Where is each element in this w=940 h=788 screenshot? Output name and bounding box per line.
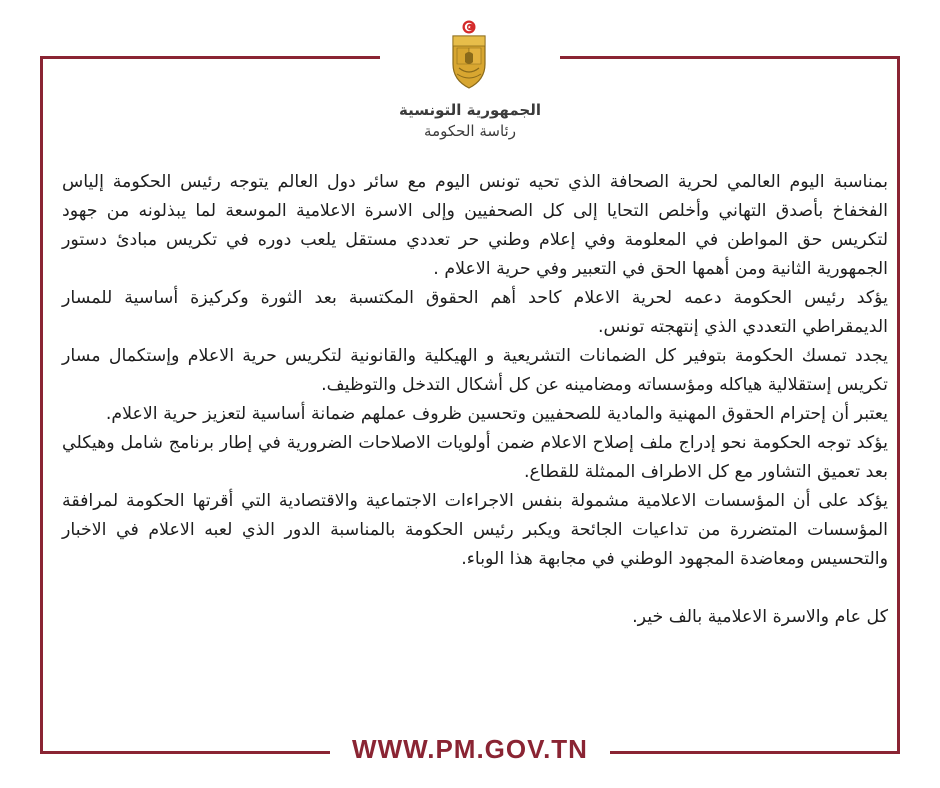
website-url: WWW.PM.GOV.TN <box>352 734 588 764</box>
header-block <box>360 100 580 142</box>
frame-bottom-right <box>610 751 900 754</box>
frame-left <box>40 56 43 754</box>
coat-of-arms-icon <box>443 18 495 96</box>
country-name: الجمهورية التونسية <box>399 101 541 119</box>
paragraph-1: بمناسبة اليوم العالمي لحرية الصحافة الذي تحيه تونس اليوم مع سائر دول العالم يتوجه رئيس الحكومة إلياس الفخفاخ بأصدق التهاني وأخلص التحايا إلى كل الصحفيين وإلى الاسرة الاعلامية الموسعة لما يبذلونه من جهود لتكريس حق المواطن في المعلومة وفي إعلام وطني حر تعددي مستقل يلعب دوره في تكريس مبادئ دستور الجمهورية الثانية ومن أهمها الحق في التعبير وفي حرية الاعلام . <box>62 172 888 279</box>
paragraph-5: يؤكد توجه الحكومة نحو إدراج ملف إصلاح الاعلام ضمن أولويات الاصلاحات الضرورية في إطار برنامج شامل وهيكلي بعد تعميق التشاور مع كل الاطراف الممثلة للقطاع. <box>62 433 888 482</box>
paragraph-6: يؤكد على أن المؤسسات الاعلامية مشمولة بنفس الاجراءات الاجتماعية والاقتصادية التي أقرتها الحكومة لمرافقة المؤسسات المتضررة من تداعيات الجائحة ويكبر رئيس الحكومة بالمناسبة الدور الذي لعبه الاعلام في الاخبار والتحسيس ومعاضدة المجهود الوطني في مجابهة هذا الوباء. <box>62 491 888 569</box>
paragraph-2: يؤكد رئيس الحكومة دعمه لحرية الاعلام كاحد أهم الحقوق المكتسبة بعد الثورة وكركيزة أساسية للمسار الديمقراطي التعددي الذي إنتهجته تونس. <box>62 288 888 337</box>
frame-bottom-left <box>40 751 330 754</box>
statement-body <box>62 168 888 632</box>
frame-top-left <box>40 56 380 59</box>
frame-top-right <box>560 56 900 59</box>
paragraph-3: يجدد تمسك الحكومة بتوفير كل الضمانات التشريعية و الهيكلية والقانونية لتكريس حرية الاعلام وإستكمال مسار تكريس إستقلالية هياكله ومؤسساته ومضامينه عن كل أشكال التدخل والتوظيف. <box>62 346 888 395</box>
frame-right <box>897 56 900 754</box>
office-name: رئاسة الحكومة <box>424 122 516 140</box>
closing-line: كل عام والاسرة الاعلامية بالف خير. <box>632 607 888 627</box>
paragraph-4: يعتبر أن إحترام الحقوق المهنية والمادية للصحفيين وتحسين ظروف عملهم ضمانة أساسية لتعزيز حرية الاعلام. <box>105 404 888 424</box>
